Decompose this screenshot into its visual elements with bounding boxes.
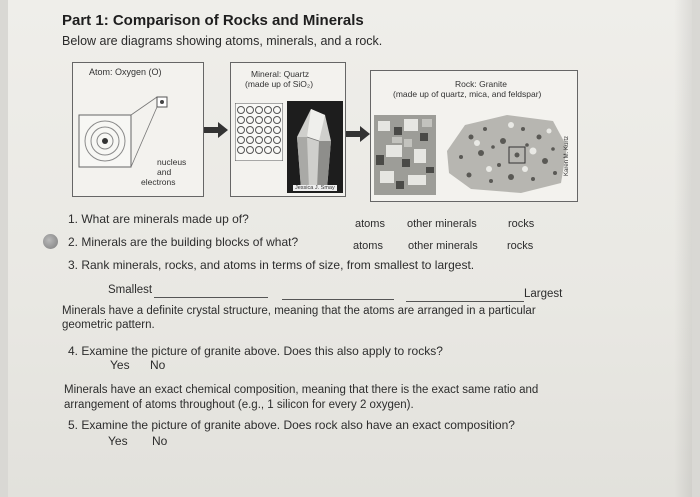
q2-option-atoms[interactable]: atoms xyxy=(353,240,383,252)
q4-option-yes[interactable]: Yes xyxy=(110,358,130,372)
worksheet-page xyxy=(8,0,692,497)
q1-option-other-minerals[interactable]: other minerals xyxy=(407,218,477,230)
rock-composition-label: (made up of quartz, mica, and feldspar) xyxy=(393,89,542,99)
question-2: 2. Minerals are the building blocks of what? xyxy=(68,235,299,249)
atom-panel xyxy=(72,62,204,197)
and-label: and xyxy=(157,167,172,177)
q1-option-atoms[interactable]: atoms xyxy=(355,218,385,230)
question-1: 1. What are minerals made up of? xyxy=(68,212,249,226)
crystal-structure-paragraph-line-2: geometric pattern. xyxy=(62,319,155,331)
rank-blank-3[interactable] xyxy=(406,301,524,302)
rank-blank-2[interactable] xyxy=(282,299,394,300)
rock-photo-credit: Karen M. Kurtz xyxy=(564,135,570,176)
q2-option-rocks[interactable]: rocks xyxy=(507,240,534,252)
atom-diagram xyxy=(73,63,203,196)
arrow-mineral-to-rock xyxy=(346,126,370,142)
atom-label: Atom: Oxygen (O) xyxy=(89,67,162,77)
crystal-structure-paragraph-line-1: Minerals have a definite crystal structure, meaning that the atoms are arranged in a particular xyxy=(62,305,536,317)
rock-panel xyxy=(370,70,578,202)
rank-smallest-label: Smallest xyxy=(108,284,153,296)
annotation-marker xyxy=(43,234,58,249)
composition-paragraph-line-2: arrangement of atoms throughout (e.g., 1 silicon for every 2 oxygen). xyxy=(64,399,414,411)
q1-option-rocks[interactable]: rocks xyxy=(508,218,535,230)
granite-rock-photo xyxy=(441,107,571,195)
arrow-atom-to-mineral xyxy=(204,122,228,138)
rock-label: Rock: Granite xyxy=(455,79,507,89)
nucleus-dot xyxy=(102,138,108,144)
page-edge-shadow xyxy=(674,0,692,497)
electrons-label: electrons xyxy=(141,177,176,187)
question-5: 5. Examine the picture of granite above. Does rock also have an exact composition? xyxy=(68,418,515,432)
granite-closeup-photo xyxy=(374,115,436,195)
question-3: 3. Rank minerals, rocks, and atoms in terms of size, from smallest to largest. xyxy=(68,258,475,272)
q5-option-yes[interactable]: Yes xyxy=(108,434,128,448)
page-subtitle: Below are diagrams showing atoms, minerals, and a rock. xyxy=(62,34,383,48)
nucleus-label: nucleus xyxy=(157,157,187,167)
q4-option-no[interactable]: No xyxy=(150,358,166,372)
mineral-formula-label: (made up of SiO₂) xyxy=(245,79,314,89)
rank-blank-1[interactable] xyxy=(154,297,268,298)
mineral-photo-credit: Jessica J. Smay xyxy=(295,185,335,191)
zoom-line-top xyxy=(131,97,157,115)
zoom-line-bottom xyxy=(131,107,157,167)
composition-paragraph-line-1: Minerals have an exact chemical composition, meaning that there is the exact same ratio and xyxy=(64,384,539,396)
rank-largest-label: Largest xyxy=(524,288,563,300)
q2-option-other-minerals[interactable]: other minerals xyxy=(408,240,478,252)
quartz-lattice xyxy=(235,103,283,161)
mineral-panel xyxy=(230,62,346,197)
quartz-crystal-photo xyxy=(287,101,343,193)
question-4: 4. Examine the picture of granite above. Does this also apply to rocks? xyxy=(68,344,443,358)
page-title: Part 1: Comparison of Rocks and Minerals xyxy=(62,12,364,29)
mineral-label: Mineral: Quartz xyxy=(251,69,310,79)
atom-small-dot xyxy=(160,100,164,104)
q5-option-no[interactable]: No xyxy=(152,434,168,448)
